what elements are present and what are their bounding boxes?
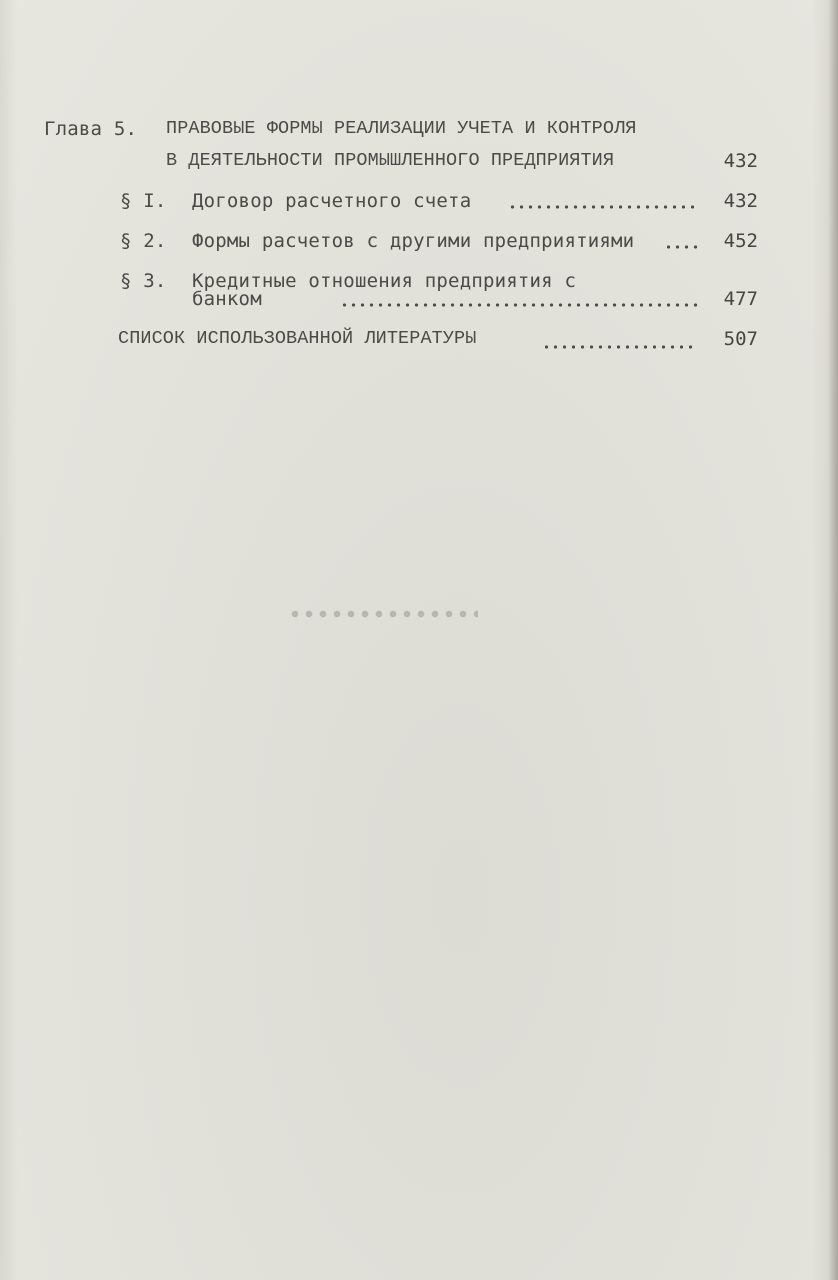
section-3-leader-dots bbox=[340, 302, 700, 308]
section-3-title-line1: Кредитные отношения предприятия с bbox=[192, 270, 577, 292]
bibliography-title: СПИСОК ИСПОЛЬЗОВАННОЙ ЛИТЕРАТУРЫ bbox=[118, 328, 477, 349]
section-3-mark: § 3. bbox=[120, 270, 167, 292]
chapter-label: Глава 5. bbox=[44, 118, 138, 140]
section-1-mark: § I. bbox=[120, 190, 167, 212]
section-2-mark: § 2. bbox=[120, 230, 167, 252]
faint-asterisk-row bbox=[288, 608, 478, 620]
section-3-page-number: 477 bbox=[723, 288, 758, 310]
section-2-page-number: 452 bbox=[723, 230, 758, 252]
section-2-leader-dots bbox=[664, 244, 700, 250]
bibliography-page-number: 507 bbox=[723, 328, 758, 350]
section-1-title: Договор расчетного счета bbox=[192, 190, 472, 212]
section-1-page-number: 432 bbox=[723, 190, 758, 212]
section-3-title-line2: банком bbox=[192, 288, 262, 310]
chapter-title-line2: В ДЕЯТЕЛЬНОСТИ ПРОМЫШЛЕННОГО ПРЕДПРИЯТИЯ bbox=[166, 150, 615, 171]
bibliography-leader-dots bbox=[542, 344, 698, 350]
page-edge-shadow bbox=[828, 0, 838, 1280]
chapter-page-number: 432 bbox=[723, 150, 758, 172]
section-1-leader-dots bbox=[508, 204, 698, 210]
section-2-title: Формы расчетов с другими предприятиями bbox=[192, 230, 635, 252]
chapter-title-line1: ПРАВОВЫЕ ФОРМЫ РЕАЛИЗАЦИИ УЧЕТА И КОНТРОЛЯ bbox=[166, 118, 637, 139]
